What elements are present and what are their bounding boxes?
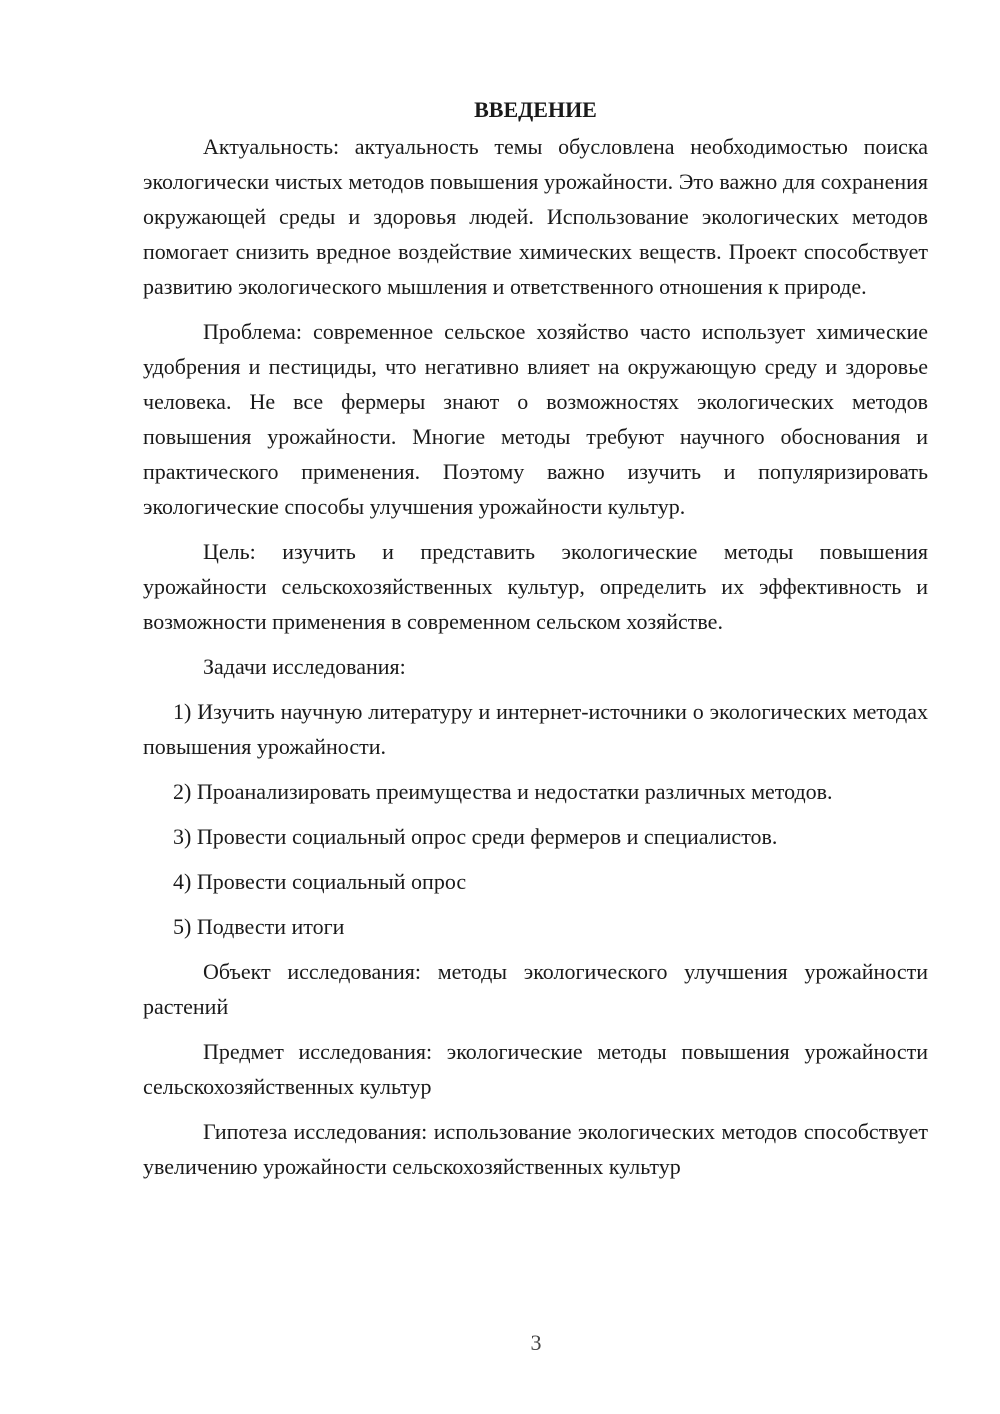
list-item-task-4: 4) Провести социальный опрос bbox=[173, 869, 467, 894]
section-heading: ВВЕДЕНИЕ bbox=[474, 97, 597, 122]
list-item-task-5: 5) Подвести итоги bbox=[173, 914, 345, 939]
paragraph-problem: Проблема: современное сельское хозяйство часто использует химические удобрения и пестициды, что негативно влияет на окружающую среду и здоровье человека. Не все фермеры знают о возможностях экологических методов повышения урожайности. Многие методы требуют научного обоснования и практического применения. Поэтому важно изучить и популяризировать экологические способы улучшения урожайности культур. bbox=[143, 319, 928, 519]
page-number: 3 bbox=[530, 1330, 542, 1355]
paragraph-subject: Предмет исследования: экологические методы повышения урожайности сельскохозяйственных культур bbox=[143, 1039, 928, 1099]
paragraph-goal: Цель: изучить и представить экологические методы повышения урожайности сельскохозяйственных культур, определить их эффективность и возможности применения в современном сельском хозяйстве. bbox=[143, 539, 928, 634]
paragraph-tasks-title: Задачи исследования: bbox=[203, 654, 406, 679]
paragraph-hypothesis: Гипотеза исследования: использование экологических методов способствует увеличению урожайности сельскохозяйственных культур bbox=[143, 1119, 928, 1179]
list-item-task-2: 2) Проанализировать преимущества и недостатки различных методов. bbox=[173, 779, 833, 804]
list-item-task-1: 1) Изучить научную литературу и интернет-источники о экологических методах повышения урожайности. bbox=[143, 699, 928, 759]
list-item-task-3: 3) Провести социальный опрос среди фермеров и специалистов. bbox=[173, 824, 778, 849]
document-body bbox=[143, 92, 928, 1194]
paragraph-relevance: Актуальность: актуальность темы обусловлена необходимостью поиска экологически чистых методов повышения урожайности. Это важно для сохранения окружающей среды и здоровья людей. Использование экологических методов помогает снизить вредное воздействие химических веществ. Проект способствует развитию экологического мышления и ответственного отношения к природе. bbox=[143, 134, 928, 299]
paragraph-object: Объект исследования: методы экологического улучшения урожайности растений bbox=[143, 959, 928, 1019]
